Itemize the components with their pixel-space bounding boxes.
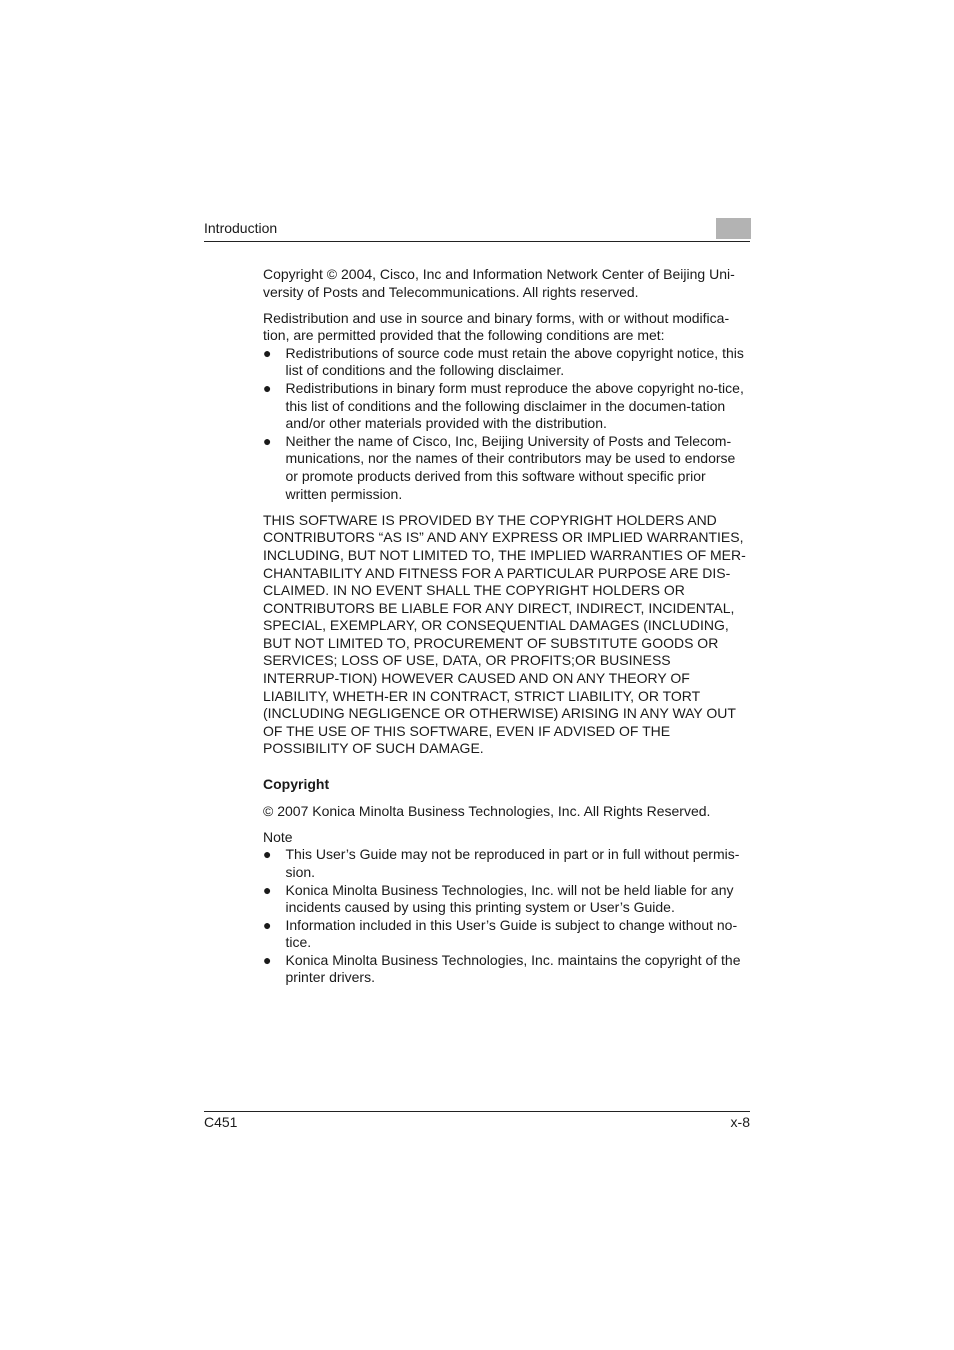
page-content xyxy=(263,266,750,996)
bullet-icon: ● xyxy=(263,344,272,361)
section-title: Introduction xyxy=(204,220,278,236)
bullet-icon: ● xyxy=(263,380,272,397)
bullet-icon: ● xyxy=(263,432,272,449)
list-item xyxy=(263,952,750,987)
list-item xyxy=(263,846,750,881)
list-item-text: Redistributions in binary form must reproduce the above copyright no-tice, this list of conditions and the following disclaimer in the documen-tation and/or other materials provided with the distribution. xyxy=(285,380,744,432)
copyright-heading: Copyright xyxy=(263,776,330,793)
notes-list xyxy=(263,846,750,987)
konica-copyright-paragraph: © 2007 Konica Minolta Business Technologies, Inc. All Rights Reserved. xyxy=(263,802,711,819)
footer-rule xyxy=(204,1111,750,1112)
list-item xyxy=(263,917,750,952)
redistribution-paragraph: Redistribution and use in source and binary forms, with or without modifica-tion, are permitted provided that the following conditions are met: xyxy=(263,309,730,344)
list-item-text: Redistributions of source code must retain the above copyright notice, this list of conditions and the following disclaimer. xyxy=(285,344,744,379)
list-item xyxy=(263,433,750,503)
note-label: Note xyxy=(263,828,293,845)
list-item-text: Konica Minolta Business Technologies, Inc. maintains the copyright of the printer drivers. xyxy=(285,951,741,986)
list-item xyxy=(263,882,750,917)
list-item xyxy=(263,380,750,433)
list-item-text: Konica Minolta Business Technologies, Inc. will not be held liable for any incidents caused by using this printing system or User’s Guide. xyxy=(285,881,734,916)
bullet-icon: ● xyxy=(263,951,272,968)
list-item-text: This User’s Guide may not be reproduced in part or in full without permis-sion. xyxy=(285,846,740,880)
list-item-text: Information included in this User’s Guide is subject to change without no-tice. xyxy=(285,916,738,951)
footer-model: C451 xyxy=(204,1114,238,1130)
cisco-copyright-paragraph: Copyright © 2004, Cisco, Inc and Information Network Center of Beijing Uni-versity of Posts and Telecommunications. All rights reserved. xyxy=(263,266,735,300)
bullet-icon: ● xyxy=(263,846,272,863)
header-rule xyxy=(204,241,750,242)
bullet-icon: ● xyxy=(263,881,272,898)
bullet-icon: ● xyxy=(263,916,272,933)
list-item xyxy=(263,345,750,380)
list-item-text: Neither the name of Cisco, Inc, Beijing University of Posts and Telecom-munications, nor the names of their contributors may be used to endorse or promote products derived from this software without specific prior written permission. xyxy=(285,432,736,502)
footer-page-number: x-8 xyxy=(730,1114,750,1130)
disclaimer-paragraph: THIS SOFTWARE IS PROVIDED BY THE COPYRIGHT HOLDERS AND CONTRIBUTORS “AS IS” AND ANY EXPRESS OR IMPLIED WARRANTIES, INCLUDING, BUT NOT LIMITED TO, THE IMPLIED WARRANTIES OF MER-CHANTABILITY AND FITNESS FOR A PARTICULAR PURPOSE ARE DIS-CLAIMED. IN NO EVENT SHALL THE COPYRIGHT HOLDERS OR CONTRIBUTORS BE LIABLE FOR ANY DIRECT, INDIRECT, INCIDENTAL, SPECIAL, EXEMPLARY, OR CONSEQUENTIAL DAMAGES (INCLUDING, BUT NOT LIMITED TO, PROCUREMENT OF SUBSTITUTE GOODS OR SERVICES; LOSS OF USE, DATA, OR PROFITS;OR BUSINESS INTERRUP-TION) HOWEVER CAUSED AND ON ANY THEORY OF LIABILITY, WHETH-ER IN CONTRACT, STRICT LIABILITY, OR TORT (INCLUDING NEGLIGENCE OR OTHERWISE) ARISING IN ANY WAY OUT OF THE USE OF THIS SOFTWARE, EVEN IF ADVISED OF THE POSSIBILITY OF SUCH DAMAGE. xyxy=(263,511,746,757)
header-tab-marker xyxy=(716,218,751,239)
conditions-list xyxy=(263,345,750,503)
